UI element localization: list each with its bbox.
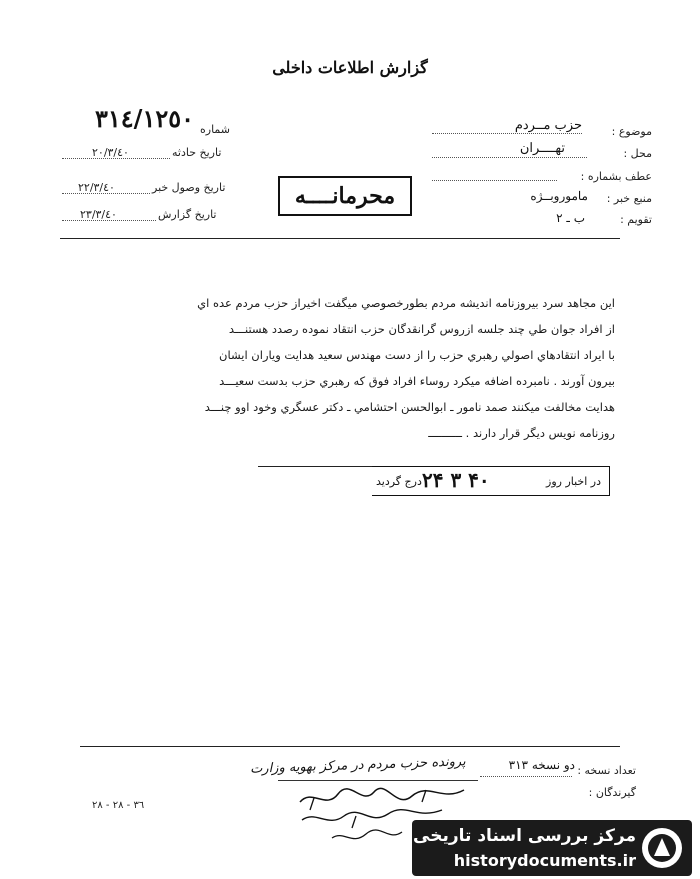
- source-value: ماموروبــژه: [530, 189, 588, 203]
- recipients-label: گيرندگان :: [588, 786, 636, 799]
- copies-dotline: [480, 776, 572, 777]
- report-date-dotline: [62, 220, 156, 221]
- published-stamp: [372, 466, 610, 496]
- reference-dotline: [432, 180, 557, 181]
- watermark-banner: [412, 820, 692, 876]
- number-label: شماره: [200, 123, 231, 136]
- evaluation-label: تقويم :: [620, 213, 652, 226]
- place-label: محل :: [623, 147, 652, 160]
- body-line-3: با ايراد انتقادهاي اصولي رهبري حزب را از دست مهندس سعيد هدايت وياران ايشان: [219, 348, 615, 362]
- published-stamp-suffix: درج گرديد: [376, 475, 422, 488]
- report-date-value: ٢٣/٣/٤٠: [80, 208, 117, 221]
- subject-value: حزب مــردم: [514, 118, 582, 133]
- header-separator: [60, 238, 620, 239]
- receipt-date-value: ٢٢/٣/٤٠: [78, 181, 115, 194]
- body-line-4: بيرون آورند . نامبرده اضافه ميکرد روساء افراد فوق که رهبري حزب بدست سعيـــد: [219, 374, 615, 388]
- source-label: منبع خبر :: [606, 192, 652, 205]
- reference-label: عطف بشماره :: [580, 170, 652, 183]
- published-stamp-date: ۲۴ ۳ ۴۰: [422, 468, 490, 492]
- place-value: تهــــران: [519, 141, 565, 156]
- number-value: ٣١٤/١٢٥٠: [95, 104, 194, 133]
- event-date-dotline: [62, 158, 170, 159]
- receipt-date-label: تاريخ وصول خبر: [152, 181, 226, 194]
- receipt-date-dotline: [62, 193, 150, 194]
- body-line-2: از افراد جوان طي چند جلسه ازروس گرانقدگان حزب انتقاد نموده رصدد هستنـــد: [228, 322, 615, 336]
- subject-dotline: [432, 133, 582, 134]
- event-date-label: تاريخ حادثه: [172, 146, 222, 159]
- body-line-5: هدايت مخالفت ميکنند صمد نامور ـ ابوالحسن احتشامي ـ دکتر عسگري وخود اوو چنـــد: [204, 400, 615, 414]
- event-date-value: ٢٠/٣/٤٠: [92, 146, 129, 159]
- published-stamp-leftline: [258, 466, 372, 467]
- bottom-left-code: ٣٦ - ٢٨ - ٢٨: [92, 800, 145, 811]
- body-line-6: روزنامه نويس ديگر قرار دارند . ــــــــــ: [428, 426, 615, 440]
- watermark-logo-icon: [640, 826, 684, 870]
- document-title: گزارش اطلاعات داخلی: [272, 58, 428, 77]
- subject-label: موضوع :: [611, 125, 652, 138]
- footer-separator: [80, 746, 620, 747]
- body-line-1: اين مجاهد سرد بيروزنامه انديشه مردم بطورخصوصي ميگفت اخيراز حزب مردم عده اي: [197, 296, 615, 310]
- copies-value: دو نسخه ٣١٣: [508, 758, 575, 772]
- place-dotline: [432, 157, 587, 158]
- report-date-label: تاريخ گزارش: [158, 208, 217, 221]
- evaluation-value: ب ـ ٢: [556, 211, 585, 225]
- watermark-title: مرکز بررسی اسناد تاریخی: [413, 826, 636, 846]
- watermark-url: historydocuments.ir: [453, 851, 636, 870]
- published-stamp-prefix: در اخبار روز: [546, 475, 601, 488]
- confidential-stamp: محرمانــــه: [278, 176, 412, 216]
- copies-label: تعداد نسخه :: [577, 764, 636, 777]
- handwritten-routing-note: پرونده حزب مردم در مرکز بهويه وزارت: [249, 754, 466, 777]
